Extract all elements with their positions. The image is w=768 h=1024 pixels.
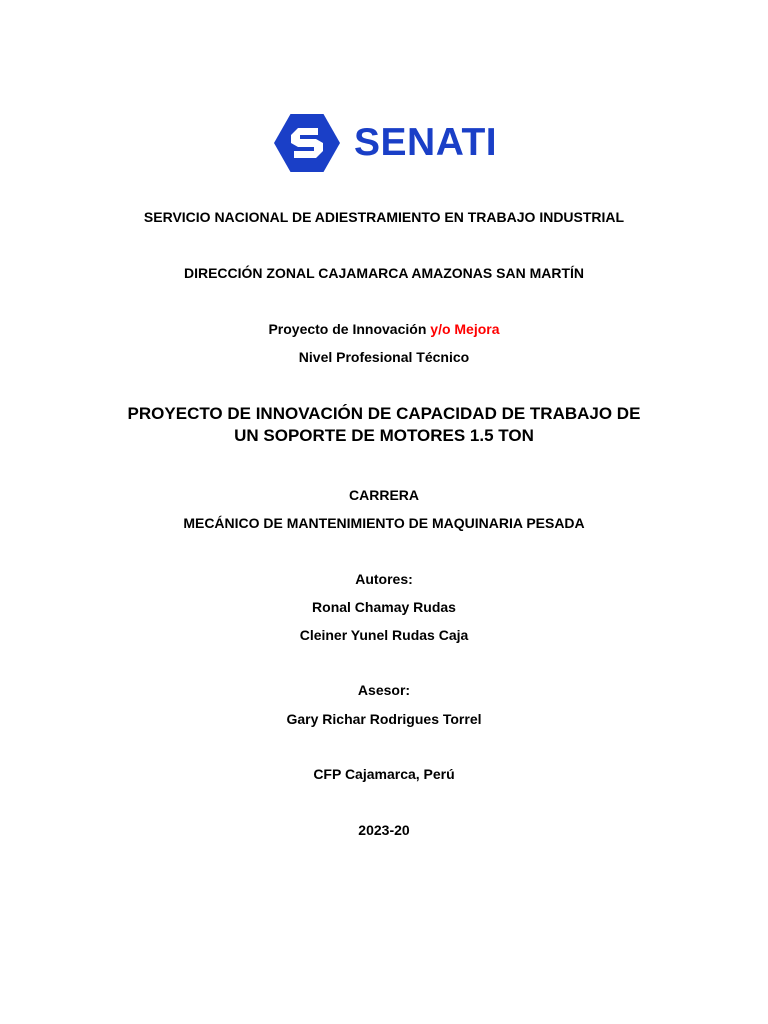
project-title xyxy=(0,403,768,447)
advisor-name: Gary Richar Rodrigues Torrel xyxy=(286,711,482,727)
author-name: Ronal Chamay Rudas xyxy=(312,599,456,615)
author-name: Cleiner Yunel Rudas Caja xyxy=(299,627,469,643)
senati-s-emblem-icon xyxy=(274,114,340,172)
advisor-label: Asesor: xyxy=(357,682,411,698)
location: CFP Cajamarca, Perú xyxy=(313,766,455,782)
career-label: CARRERA xyxy=(349,487,419,503)
project-type-prefix: Proyecto de Innovación xyxy=(268,321,431,337)
year: 2023-20 xyxy=(358,822,410,838)
career-name: MECÁNICO DE MANTENIMIENTO DE MAQUINARIA PESADA xyxy=(183,515,585,531)
authors-label: Autores: xyxy=(355,571,413,587)
zonal-direction: DIRECCIÓN ZONAL CAJAMARCA AMAZONAS SAN MARTÍN xyxy=(183,265,585,281)
project-title-line-2: UN SOPORTE DE MOTORES 1.5 TON xyxy=(234,426,534,445)
level: Nivel Profesional Técnico xyxy=(298,349,470,365)
senati-logo xyxy=(274,114,497,172)
project-title-line-1: PROYECTO DE INNOVACIÓN DE CAPACIDAD DE TRABAJO DE xyxy=(127,404,641,423)
project-type-highlight: y/o Mejora xyxy=(430,321,500,337)
senati-logo-text: SENATI xyxy=(354,121,498,164)
institution-name: SERVICIO NACIONAL DE ADIESTRAMIENTO EN TRABAJO INDUSTRIAL xyxy=(143,209,625,225)
project-type xyxy=(0,320,768,338)
